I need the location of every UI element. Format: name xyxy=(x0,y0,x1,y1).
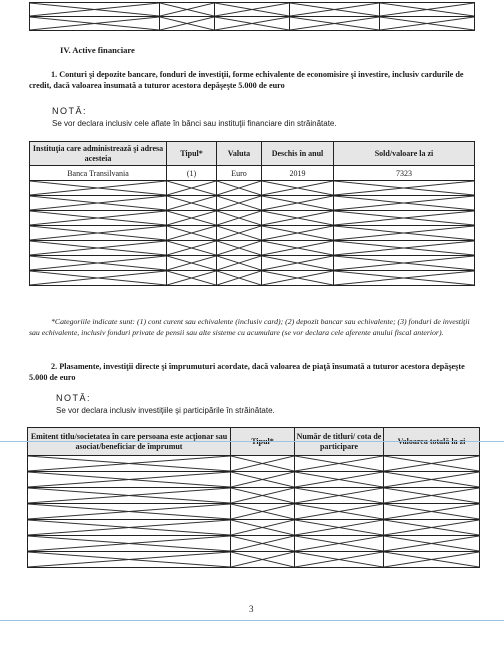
cross-out-mark xyxy=(28,552,230,567)
cross-out-mark xyxy=(30,211,166,225)
crossed-out-cell xyxy=(30,211,167,226)
cross-out-mark xyxy=(30,17,159,30)
cell-institution: Banca Transilvania xyxy=(30,166,167,181)
crossed-out-cell xyxy=(167,196,217,211)
cross-out-mark xyxy=(28,520,230,535)
crossed-out-cell xyxy=(217,211,262,226)
crossed-out-cell xyxy=(231,472,295,488)
crossed-out-cell xyxy=(334,241,475,256)
cross-out-mark xyxy=(290,17,379,30)
crossed-out-cell xyxy=(28,472,231,488)
crossed-out-cell xyxy=(384,456,480,472)
cross-out-mark xyxy=(167,226,216,240)
crossed-out-cell xyxy=(334,211,475,226)
cross-out-mark xyxy=(384,552,479,567)
crossed-out-cell xyxy=(262,211,334,226)
cross-out-mark xyxy=(167,196,216,210)
nota-text-1: Se vor declara inclusiv cele aflate în bănci sau instituţii financiare din străinătate. xyxy=(52,119,337,128)
crossed-out-cell xyxy=(217,181,262,196)
cross-out-mark xyxy=(28,536,230,551)
footnote-categories: *Categoriile indicate sunt: (1) cont curent sau echivalente (inclusiv card); (2) depozit bancar sau echivalente; (3) fonduri de investiţii sau echivalente, inclusiv fonduri private de pensii sau alte sisteme cu acumulare (se vor declara cele aferente anului fiscal anterior). xyxy=(29,317,470,337)
crossed-out-cell xyxy=(262,256,334,271)
header-institution: Instituţia care administrează şi adresa acesteia xyxy=(30,142,167,166)
crossed-out-cell xyxy=(28,552,231,568)
cross-out-mark xyxy=(217,196,261,210)
cross-out-mark xyxy=(160,17,214,30)
cross-out-mark xyxy=(262,271,333,285)
crossed-out-cell xyxy=(217,241,262,256)
crossed-out-cell xyxy=(384,504,480,520)
crossed-out-cell xyxy=(167,211,217,226)
cross-out-mark xyxy=(217,181,261,195)
crossed-out-cell xyxy=(334,256,475,271)
cross-out-mark xyxy=(30,271,166,285)
crossed-out-cell xyxy=(30,256,167,271)
crossed-out-cell xyxy=(28,488,231,504)
cross-out-mark xyxy=(384,472,479,487)
table-row xyxy=(30,17,475,31)
crossed-out-cell xyxy=(167,271,217,286)
cross-out-mark xyxy=(28,504,230,519)
empty-table-row xyxy=(30,241,475,256)
cross-out-mark xyxy=(295,456,383,471)
cross-out-mark xyxy=(215,17,289,30)
crossed-out-cell xyxy=(231,520,295,536)
crossed-out-cell xyxy=(295,472,384,488)
crossed-out-cell xyxy=(30,196,167,211)
crossed-out-cell xyxy=(167,256,217,271)
crossed-out-cell xyxy=(384,488,480,504)
empty-table-row xyxy=(28,488,480,504)
crossed-out-cell xyxy=(167,181,217,196)
empty-table-row xyxy=(28,552,480,568)
cross-out-mark xyxy=(380,3,474,16)
crossed-out-cell xyxy=(262,271,334,286)
cross-out-mark xyxy=(295,504,383,519)
cross-out-mark xyxy=(295,472,383,487)
cross-out-mark xyxy=(334,256,474,270)
subsection2-heading: 2. Plasamente, investiţii directe şi împrumuturi acordate, dacă valoarea de piaţă însumată a tuturor acestora depăşeşte 5.000 de euro xyxy=(29,362,465,382)
cross-out-mark xyxy=(295,520,383,535)
scan-line xyxy=(0,441,504,442)
cross-out-mark xyxy=(231,504,294,519)
cross-out-mark xyxy=(30,196,166,210)
crossed-out-cell xyxy=(217,256,262,271)
crossed-out-cell xyxy=(217,271,262,286)
empty-table-row xyxy=(28,456,480,472)
cell-type: (1) xyxy=(167,166,217,181)
cross-out-mark xyxy=(231,536,294,551)
cross-out-mark xyxy=(167,271,216,285)
cross-out-mark xyxy=(167,256,216,270)
crossed-out-cell xyxy=(167,226,217,241)
header-total-value: Valoarea totală la zi xyxy=(384,428,480,456)
table-row xyxy=(30,166,475,181)
cross-out-mark xyxy=(231,520,294,535)
empty-table-row xyxy=(28,536,480,552)
cross-out-mark xyxy=(28,488,230,503)
cross-out-mark xyxy=(334,226,474,240)
empty-table-row xyxy=(30,226,475,241)
crossed-out-cell xyxy=(217,196,262,211)
crossed-out-cell xyxy=(334,196,475,211)
scan-line xyxy=(0,620,504,621)
crossed-out-cell xyxy=(231,536,295,552)
cross-out-mark xyxy=(295,536,383,551)
cross-out-mark xyxy=(30,226,166,240)
cross-out-mark xyxy=(334,196,474,210)
cross-out-mark xyxy=(262,256,333,270)
header-shares-count: Număr de titluri/ cota de participare xyxy=(295,428,384,456)
cross-out-mark xyxy=(262,196,333,210)
cell-opened-year: 2019 xyxy=(262,166,334,181)
cross-out-mark xyxy=(160,3,214,16)
crossed-out-cell xyxy=(30,181,167,196)
cross-out-mark xyxy=(167,181,216,195)
section-title: IV. Active financiare xyxy=(60,45,135,55)
cross-out-mark xyxy=(217,241,261,255)
cross-out-mark xyxy=(384,520,479,535)
cross-out-mark xyxy=(295,552,383,567)
cross-out-mark xyxy=(334,271,474,285)
crossed-out-cell xyxy=(28,456,231,472)
previous-section-table xyxy=(29,2,475,31)
cell-balance: 7323 xyxy=(334,166,475,181)
cross-out-mark xyxy=(384,536,479,551)
nota-text-2: Se vor declara inclusiv investiţiile şi participările în străinătate. xyxy=(56,406,275,415)
cross-out-mark xyxy=(262,226,333,240)
investments-table xyxy=(27,427,480,568)
crossed-out-cell xyxy=(295,552,384,568)
cross-out-mark xyxy=(384,504,479,519)
empty-table-row xyxy=(30,256,475,271)
header-balance: Sold/valoare la zi xyxy=(334,142,475,166)
cross-out-mark xyxy=(290,3,379,16)
crossed-out-cell xyxy=(30,271,167,286)
crossed-out-cell xyxy=(231,552,295,568)
header-currency: Valuta xyxy=(217,142,262,166)
crossed-out-cell xyxy=(384,472,480,488)
cross-out-mark xyxy=(30,3,159,16)
crossed-out-cell xyxy=(217,226,262,241)
empty-table-row xyxy=(30,181,475,196)
bank-accounts-table xyxy=(29,141,475,286)
crossed-out-cell xyxy=(231,504,295,520)
empty-table-row xyxy=(28,504,480,520)
nota-label-1: NOTĂ: xyxy=(52,106,88,116)
cross-out-mark xyxy=(217,211,261,225)
cross-out-mark xyxy=(231,472,294,487)
cross-out-mark xyxy=(231,552,294,567)
crossed-out-cell xyxy=(295,504,384,520)
header-issuer: Emitent titlu/societatea în care persoana este acţionar sau asociat/beneficiar de împrumut xyxy=(28,428,231,456)
empty-table-row xyxy=(30,196,475,211)
crossed-out-cell xyxy=(30,241,167,256)
crossed-out-cell xyxy=(334,226,475,241)
subsection1-heading: 1. Conturi şi depozite bancare, fonduri de investiţii, forme echivalente de economisire şi investire, inclusiv cardurile de credit, dacă valoarea însumată a tuturor acestora depăşeşte 5.000 de euro xyxy=(29,70,464,90)
header-type: Tipul* xyxy=(167,142,217,166)
crossed-out-cell xyxy=(384,520,480,536)
table-row xyxy=(30,3,475,17)
cross-out-mark xyxy=(167,241,216,255)
cross-out-mark xyxy=(334,211,474,225)
header-type: Tipul* xyxy=(231,428,295,456)
cross-out-mark xyxy=(217,271,261,285)
crossed-out-cell xyxy=(384,536,480,552)
crossed-out-cell xyxy=(384,552,480,568)
cross-out-mark xyxy=(334,181,474,195)
crossed-out-cell xyxy=(295,520,384,536)
crossed-out-cell xyxy=(334,181,475,196)
crossed-out-cell xyxy=(295,536,384,552)
cross-out-mark xyxy=(28,472,230,487)
cross-out-mark xyxy=(262,241,333,255)
crossed-out-cell xyxy=(295,488,384,504)
crossed-out-cell xyxy=(262,196,334,211)
cross-out-mark xyxy=(384,488,479,503)
cross-out-mark xyxy=(231,456,294,471)
crossed-out-cell xyxy=(28,536,231,552)
cross-out-mark xyxy=(217,226,261,240)
cross-out-mark xyxy=(262,181,333,195)
cross-out-mark xyxy=(380,17,474,30)
page-number: 3 xyxy=(249,604,254,614)
crossed-out-cell xyxy=(262,181,334,196)
cross-out-mark xyxy=(295,488,383,503)
crossed-out-cell xyxy=(295,456,384,472)
cross-out-mark xyxy=(30,256,166,270)
cross-out-mark xyxy=(334,241,474,255)
table-header-row xyxy=(30,142,475,166)
nota-label-2: NOTĂ: xyxy=(56,393,92,403)
crossed-out-cell xyxy=(30,226,167,241)
crossed-out-cell xyxy=(28,520,231,536)
empty-table-row xyxy=(30,211,475,226)
crossed-out-cell xyxy=(334,271,475,286)
cross-out-mark xyxy=(262,211,333,225)
cell-currency: Euro xyxy=(217,166,262,181)
cross-out-mark xyxy=(30,241,166,255)
crossed-out-cell xyxy=(231,456,295,472)
empty-table-row xyxy=(28,520,480,536)
crossed-out-cell xyxy=(231,488,295,504)
cross-out-mark xyxy=(28,456,230,471)
cross-out-mark xyxy=(215,3,289,16)
crossed-out-cell xyxy=(262,241,334,256)
header-opened-year: Deschis în anul xyxy=(262,142,334,166)
cross-out-mark xyxy=(167,211,216,225)
cross-out-mark xyxy=(384,456,479,471)
crossed-out-cell xyxy=(167,241,217,256)
crossed-out-cell xyxy=(262,226,334,241)
crossed-out-cell xyxy=(28,504,231,520)
cross-out-mark xyxy=(231,488,294,503)
cross-out-mark xyxy=(217,256,261,270)
empty-table-row xyxy=(28,472,480,488)
empty-table-row xyxy=(30,271,475,286)
cross-out-mark xyxy=(30,181,166,195)
